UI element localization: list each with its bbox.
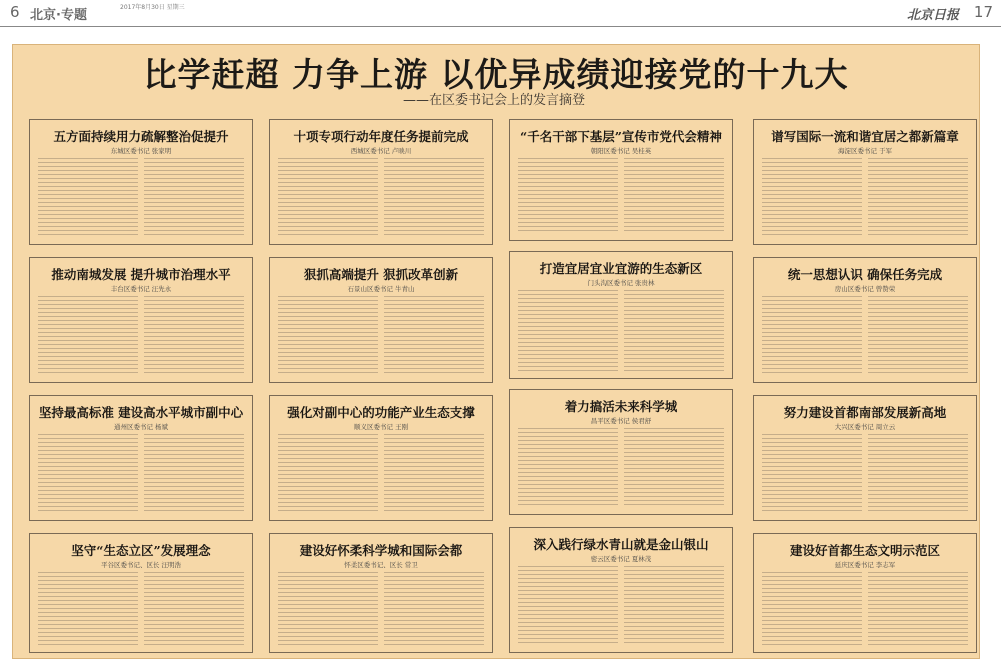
article-author: 丰台区委书记 汪先永: [110, 285, 172, 293]
article-title: “千名干部下基层”宣传市党代会精神: [520, 129, 722, 144]
masthead-logo: 北京日报: [906, 8, 959, 23]
article-body-text: [518, 290, 724, 372]
article-body-text: [38, 572, 244, 646]
page-subtitle: ——在区委书记会上的发言摘登: [403, 93, 586, 108]
article-card[interactable]: [29, 257, 253, 383]
article-card[interactable]: [753, 533, 977, 653]
article-card[interactable]: [753, 257, 977, 383]
page-title: 比学赶超 力争上游 以优异成绩迎接党的十九大: [143, 55, 849, 94]
page-number-left: 6: [10, 3, 20, 21]
article-body-text: [762, 296, 968, 376]
article-title: 坚持最高标准 建设高水平城市副中心: [38, 405, 244, 420]
article-author: 东城区委书记 张家明: [110, 147, 172, 155]
article-author: 怀柔区委书记、区长 常卫: [344, 561, 418, 569]
article-author: 昌平区委书记 侯君舒: [590, 417, 652, 425]
article-title: 着力搞活未来科学城: [564, 399, 678, 414]
article-card[interactable]: [269, 257, 493, 383]
article-author: 石景山区委书记 牛青山: [347, 285, 415, 293]
article-body-text: [278, 158, 484, 238]
article-author: 大兴区委书记 周立云: [834, 423, 896, 431]
article-title: 强化对副中心的功能产业生态支撑: [287, 405, 475, 420]
article-title: 谱写国际一流和谐宜居之都新篇章: [771, 129, 959, 144]
article-author: 密云区委书记 夏林茂: [590, 555, 652, 563]
article-body-text: [518, 566, 724, 646]
article-title: 狠抓高端提升 狠抓改革创新: [303, 267, 459, 282]
newspaper-header: [0, 0, 1001, 27]
article-title: 五方面持续用力疏解整治促提升: [53, 129, 229, 144]
issue-date: 2017年8月30日 星期三: [120, 4, 185, 11]
article-author: 朝阳区委书记 吴桂英: [590, 147, 652, 155]
article-title: 建设好怀柔科学城和国际会都: [299, 543, 463, 558]
article-author: 延庆区委书记 李志军: [834, 561, 896, 569]
article-title: 努力建设首都南部发展新高地: [783, 405, 947, 420]
article-card[interactable]: [753, 395, 977, 521]
article-body-text: [518, 428, 724, 508]
article-author: 西城区委书记 卢映川: [350, 147, 412, 155]
article-card[interactable]: [29, 533, 253, 653]
article-author: 平谷区委书记、区长 汪明浩: [100, 561, 182, 569]
article-body-text: [762, 434, 968, 514]
article-card[interactable]: [753, 119, 977, 245]
article-body-text: [278, 434, 484, 514]
article-card[interactable]: [269, 533, 493, 653]
section-name: 北京·专题: [30, 8, 87, 23]
article-body-text: [762, 572, 968, 646]
page-number-right: 17: [973, 3, 993, 21]
article-body-text: [278, 296, 484, 376]
article-card[interactable]: [509, 251, 733, 379]
article-body-text: [38, 158, 244, 238]
article-title: 深入践行绿水青山就是金山银山: [533, 537, 709, 552]
article-card[interactable]: [509, 119, 733, 241]
article-author: 海淀区委书记 于军: [837, 147, 893, 155]
article-title: 打造宜居宜业宜游的生态新区: [539, 261, 703, 276]
article-body-text: [38, 296, 244, 376]
article-title: 坚守“生态立区”发展理念: [71, 543, 211, 558]
article-card[interactable]: [269, 395, 493, 521]
article-card[interactable]: [509, 527, 733, 653]
article-body-text: [38, 434, 244, 514]
article-title: 建设好首都生态文明示范区: [789, 543, 940, 558]
article-body-text: [762, 158, 968, 238]
article-title: 推动南城发展 提升城市治理水平: [51, 267, 231, 282]
article-author: 通州区委书记 杨斌: [113, 423, 169, 431]
article-author: 房山区委书记 曾赞荣: [834, 285, 896, 293]
article-title: 统一思想认识 确保任务完成: [787, 267, 943, 282]
article-card[interactable]: [509, 389, 733, 515]
article-card[interactable]: [29, 119, 253, 245]
article-author: 顺义区委书记 王刚: [353, 423, 409, 431]
article-card[interactable]: [29, 395, 253, 521]
article-body-text: [518, 158, 724, 234]
article-card[interactable]: [269, 119, 493, 245]
article-body-text: [278, 572, 484, 646]
article-title: 十项专项行动年度任务提前完成: [293, 129, 469, 144]
feature-page: [12, 44, 980, 659]
article-author: 门头沟区委书记 张贵林: [587, 279, 655, 287]
